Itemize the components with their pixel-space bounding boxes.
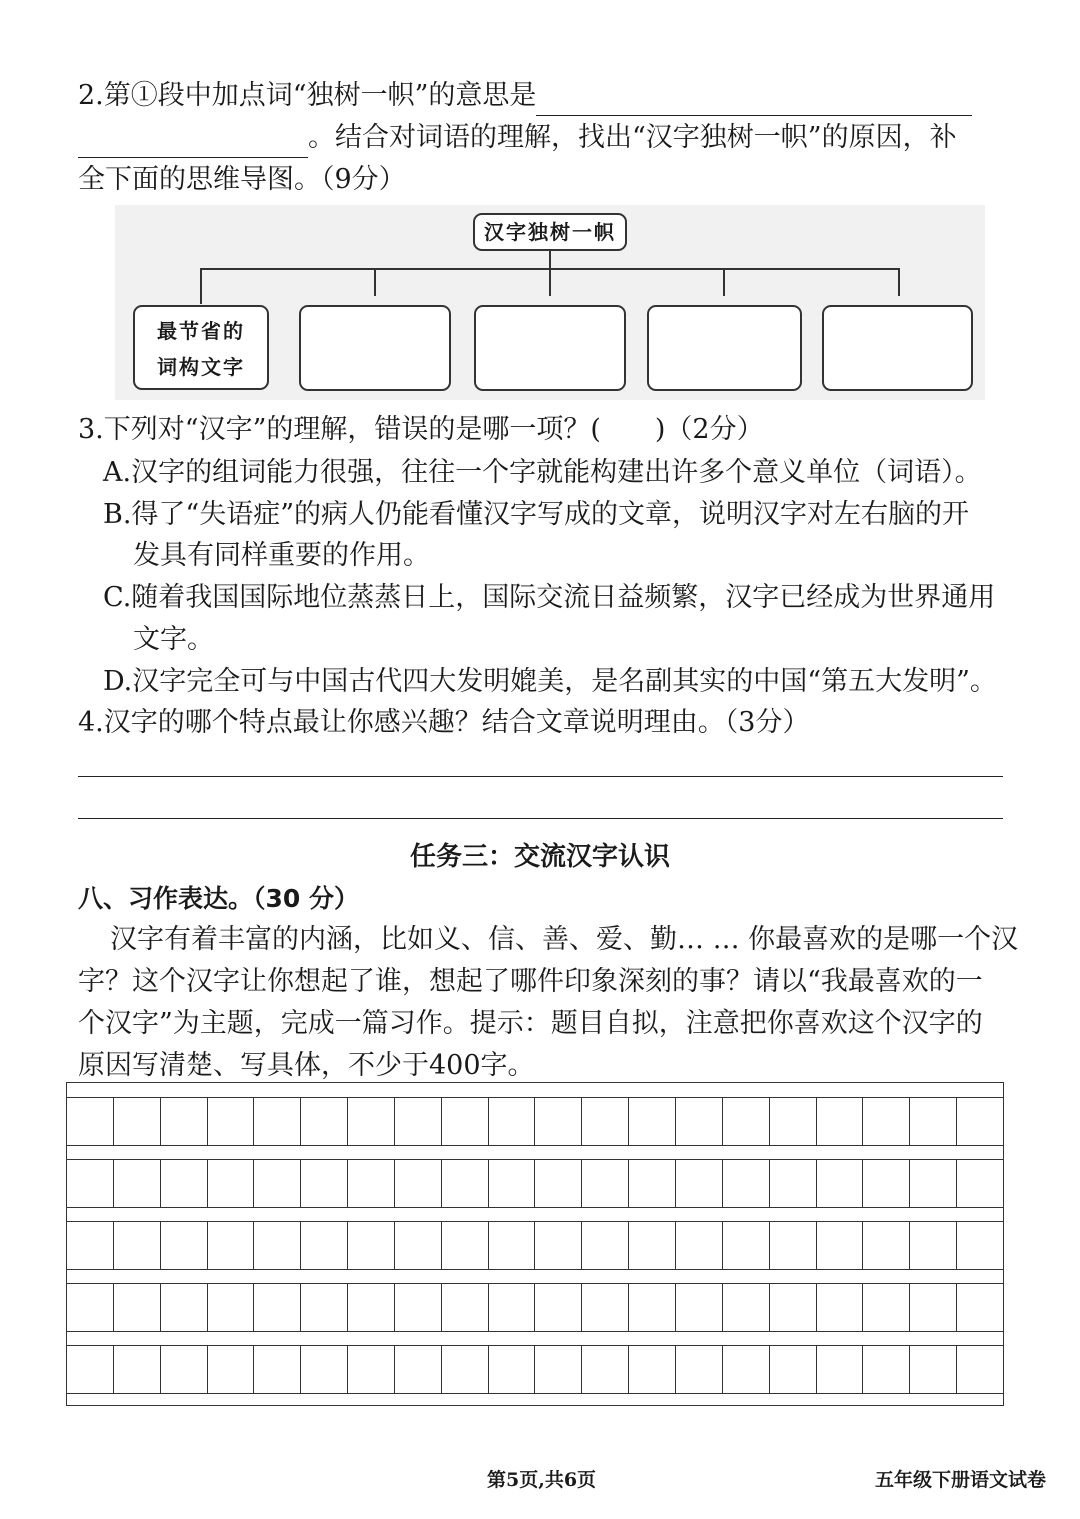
grid-cell[interactable] — [301, 1098, 348, 1145]
mind-map-node-1: 最节省的 词构文字 — [133, 305, 269, 390]
q2-line1: 2.第①段中加点词“独树一帜”的意思是 — [78, 76, 972, 116]
grid-cell[interactable] — [442, 1160, 489, 1207]
grid-cell[interactable] — [114, 1222, 161, 1269]
grid-cell[interactable] — [442, 1284, 489, 1331]
grid-cell[interactable] — [161, 1284, 208, 1331]
grid-cell[interactable] — [770, 1222, 817, 1269]
grid-cell[interactable] — [535, 1346, 582, 1393]
grid-cell[interactable] — [957, 1284, 1003, 1331]
grid-cell[interactable] — [629, 1284, 676, 1331]
grid-cell[interactable] — [957, 1160, 1003, 1207]
q2-answer-blank-2[interactable] — [78, 129, 308, 158]
grid-cell[interactable] — [442, 1346, 489, 1393]
grid-cell[interactable] — [910, 1284, 957, 1331]
writing-grid[interactable] — [66, 1082, 1004, 1406]
task3-heading: 任务三：交流汉字认识 — [409, 842, 670, 872]
grid-cell[interactable] — [535, 1284, 582, 1331]
grid-cell[interactable] — [67, 1160, 114, 1207]
grid-cell[interactable] — [863, 1098, 910, 1145]
grid-cell[interactable] — [723, 1160, 770, 1207]
grid-cell[interactable] — [395, 1098, 442, 1145]
grid-cell[interactable] — [676, 1284, 723, 1331]
grid-row[interactable] — [67, 1097, 1003, 1146]
grid-cell[interactable] — [67, 1346, 114, 1393]
grid-cell[interactable] — [770, 1346, 817, 1393]
grid-cell[interactable] — [582, 1284, 629, 1331]
grid-cell[interactable] — [208, 1284, 255, 1331]
connector — [723, 268, 725, 296]
grid-cell[interactable] — [208, 1346, 255, 1393]
grid-cell[interactable] — [348, 1160, 395, 1207]
grid-cell[interactable] — [395, 1160, 442, 1207]
q3-option-c[interactable]: C.随着我国国际地位蒸蒸日上，国际交流日益频繁，汉字已经成为世界通用 — [103, 582, 996, 613]
grid-cell[interactable] — [676, 1098, 723, 1145]
grid-cell[interactable] — [723, 1222, 770, 1269]
q3-option-b-cont: 发具有同样重要的作用。 — [133, 540, 430, 571]
connector — [374, 268, 376, 296]
grid-cell[interactable] — [301, 1160, 348, 1207]
grid-cell[interactable] — [208, 1160, 255, 1207]
q3-option-c-cont: 文字。 — [133, 624, 214, 655]
grid-cell[interactable] — [629, 1222, 676, 1269]
grid-cell[interactable] — [535, 1222, 582, 1269]
q3-option-a[interactable]: A.汉字的组词能力很强，往往一个字就能构建出许多个意义单位（词语）。 — [103, 457, 982, 488]
mind-map-blank-node-2[interactable] — [299, 305, 451, 391]
grid-cell[interactable] — [535, 1160, 582, 1207]
grid-cell[interactable] — [489, 1284, 536, 1331]
grid-cell[interactable] — [114, 1284, 161, 1331]
grid-cell[interactable] — [114, 1346, 161, 1393]
grid-cell[interactable] — [442, 1222, 489, 1269]
grid-cell[interactable] — [582, 1160, 629, 1207]
grid-cell[interactable] — [395, 1222, 442, 1269]
grid-cell[interactable] — [817, 1160, 864, 1207]
grid-cell[interactable] — [301, 1346, 348, 1393]
grid-cell[interactable] — [348, 1346, 395, 1393]
grid-cell[interactable] — [582, 1098, 629, 1145]
grid-cell[interactable] — [863, 1346, 910, 1393]
section8-prompt-line3: 个汉字”为主题，完成一篇习作。提示：题目自拟，注意把你喜欢这个汉字的 — [78, 1008, 983, 1039]
grid-cell[interactable] — [114, 1098, 161, 1145]
grid-cell[interactable] — [863, 1222, 910, 1269]
grid-cell[interactable] — [910, 1098, 957, 1145]
grid-cell[interactable] — [348, 1284, 395, 1331]
q4-answer-line-2[interactable] — [78, 818, 1003, 819]
grid-cell[interactable] — [723, 1346, 770, 1393]
grid-cell[interactable] — [817, 1284, 864, 1331]
grid-cell[interactable] — [67, 1222, 114, 1269]
connector — [549, 251, 551, 269]
grid-cell[interactable] — [629, 1160, 676, 1207]
grid-cell[interactable] — [723, 1098, 770, 1145]
connector — [200, 268, 202, 304]
grid-cell[interactable] — [161, 1098, 208, 1145]
connector — [898, 268, 900, 296]
grid-row[interactable] — [67, 1159, 1003, 1208]
mind-map-blank-node-5[interactable] — [822, 305, 973, 391]
grid-cell[interactable] — [395, 1346, 442, 1393]
exam-title: 五年级下册语文试卷 — [875, 1469, 1047, 1491]
grid-cell[interactable] — [676, 1160, 723, 1207]
grid-cell[interactable] — [817, 1346, 864, 1393]
grid-cell[interactable] — [910, 1160, 957, 1207]
mind-map-blank-node-4[interactable] — [647, 305, 802, 391]
grid-row[interactable] — [67, 1221, 1003, 1270]
grid-cell[interactable] — [161, 1346, 208, 1393]
q3-option-d[interactable]: D.汉字完全可与中国古代四大发明媲美，是名副其实的中国“第五大发明”。 — [103, 666, 997, 697]
mind-map — [115, 205, 985, 400]
grid-row[interactable] — [67, 1283, 1003, 1332]
grid-cell[interactable] — [863, 1160, 910, 1207]
grid-cell[interactable] — [489, 1346, 536, 1393]
grid-cell[interactable] — [723, 1284, 770, 1331]
grid-cell[interactable] — [254, 1160, 301, 1207]
grid-cell[interactable] — [629, 1098, 676, 1145]
grid-cell[interactable] — [817, 1098, 864, 1145]
grid-cell[interactable] — [957, 1098, 1003, 1145]
grid-cell[interactable] — [161, 1222, 208, 1269]
section8-prompt-line2: 字？这个汉字让你想起了谁，想起了哪件印象深刻的事？请以“我最喜欢的一 — [78, 966, 983, 997]
q4-stem: 4.汉字的哪个特点最让你感兴趣？结合文章说明理由。（3分） — [78, 707, 810, 738]
q2-line3: 全下面的思维导图。（9分） — [78, 164, 406, 195]
grid-cell[interactable] — [254, 1222, 301, 1269]
grid-cell[interactable] — [67, 1098, 114, 1145]
grid-cell[interactable] — [489, 1160, 536, 1207]
grid-cell[interactable] — [254, 1098, 301, 1145]
grid-cell[interactable] — [863, 1284, 910, 1331]
grid-cell[interactable] — [629, 1346, 676, 1393]
grid-cell[interactable] — [301, 1284, 348, 1331]
q3-stem: 3.下列对“汉字”的理解，错误的是哪一项？( )（2分） — [78, 414, 764, 445]
grid-cell[interactable] — [910, 1346, 957, 1393]
grid-cell[interactable] — [676, 1346, 723, 1393]
section8-prompt-line4: 原因写清楚、写具体，不少于400字。 — [78, 1050, 535, 1081]
q2-line2: 。结合对词语的理解，找出“汉字独树一帜”的原因，补 — [78, 118, 957, 158]
grid-cell[interactable] — [301, 1222, 348, 1269]
grid-cell[interactable] — [957, 1222, 1003, 1269]
grid-cell[interactable] — [676, 1222, 723, 1269]
grid-cell[interactable] — [208, 1222, 255, 1269]
q2-answer-blank-1[interactable] — [536, 87, 972, 116]
section8-prompt-line1: 汉字有着丰富的内涵，比如义、信、善、爱、勤… … 你最喜欢的是哪一个汉 — [110, 924, 1019, 955]
grid-cell[interactable] — [489, 1222, 536, 1269]
mind-map-root: 汉字独树一帜 — [473, 213, 627, 251]
grid-cell[interactable] — [770, 1160, 817, 1207]
grid-cell[interactable] — [582, 1222, 629, 1269]
grid-cell[interactable] — [254, 1284, 301, 1331]
grid-cell[interactable] — [208, 1098, 255, 1145]
mind-map-blank-node-3[interactable] — [474, 305, 626, 391]
q3-option-b[interactable]: B.得了“失语症”的病人仍能看懂汉字写成的文章，说明汉字对左右脑的开 — [103, 499, 970, 530]
grid-cell[interactable] — [910, 1222, 957, 1269]
grid-cell[interactable] — [67, 1284, 114, 1331]
section8-title: 八、习作表达。（30 分） — [78, 884, 359, 913]
q4-answer-line-1[interactable] — [78, 776, 1003, 777]
page-number: 第5页,共6页 — [487, 1469, 597, 1491]
grid-cell[interactable] — [348, 1098, 395, 1145]
grid-cell[interactable] — [442, 1098, 489, 1145]
grid-cell[interactable] — [817, 1222, 864, 1269]
grid-cell[interactable] — [489, 1098, 536, 1145]
grid-cell[interactable] — [161, 1160, 208, 1207]
grid-cell[interactable] — [114, 1160, 161, 1207]
grid-cell[interactable] — [348, 1222, 395, 1269]
grid-cell[interactable] — [770, 1098, 817, 1145]
grid-cell[interactable] — [582, 1346, 629, 1393]
connector — [549, 268, 551, 296]
grid-cell[interactable] — [957, 1346, 1003, 1393]
grid-cell[interactable] — [770, 1284, 817, 1331]
grid-cell[interactable] — [395, 1284, 442, 1331]
grid-row[interactable] — [67, 1345, 1003, 1394]
grid-cell[interactable] — [535, 1098, 582, 1145]
grid-cell[interactable] — [254, 1346, 301, 1393]
